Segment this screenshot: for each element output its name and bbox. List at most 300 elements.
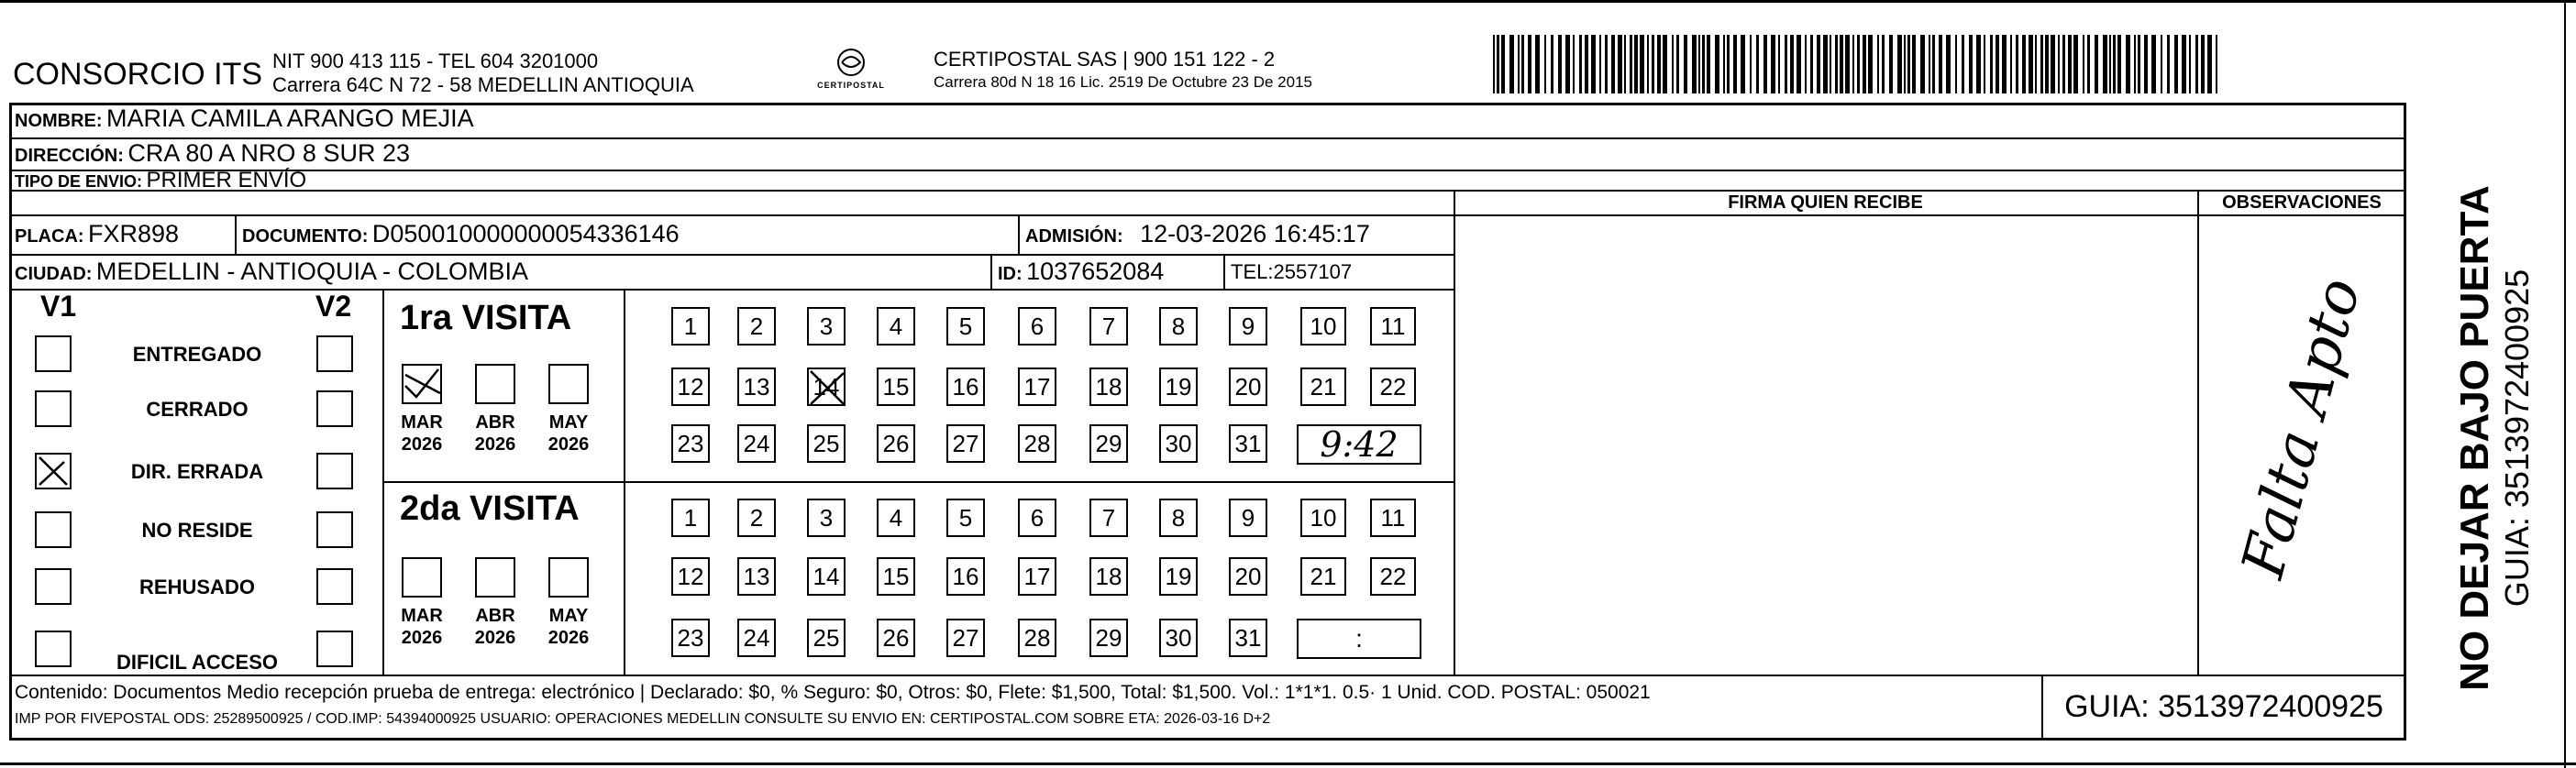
day-number: 26 — [882, 623, 910, 652]
second-visit-label: 2da VISITA — [400, 489, 580, 528]
day-number: 30 — [1165, 623, 1192, 652]
visit2-month-checkbox-1[interactable] — [475, 557, 515, 598]
barcode-bar — [1573, 35, 1575, 93]
v1-checkbox-4[interactable] — [35, 568, 72, 605]
admision-value: 12-03-2026 16:45:17 — [1140, 220, 1370, 247]
day-number: 22 — [1379, 562, 1407, 590]
bottom-border — [0, 763, 2576, 765]
visit2-day-1[interactable] — [671, 499, 710, 537]
barcode-bar — [1984, 35, 1985, 93]
barcode-bar — [1946, 35, 1951, 93]
barcode-bar — [2138, 35, 2140, 93]
visit2-day-4[interactable] — [877, 499, 915, 537]
placa-label: PLACA: — [15, 226, 84, 247]
barcode-bar — [1962, 35, 1964, 93]
barcode-bar — [1544, 35, 1546, 93]
barcode-bar — [1785, 35, 1787, 93]
barcode-bar — [2045, 35, 2049, 93]
day-number: 21 — [1310, 372, 1337, 400]
day-number: 31 — [1234, 623, 1262, 652]
visit1-day-23[interactable] — [671, 424, 710, 463]
barcode-bar — [2095, 35, 2098, 93]
day-number: 3 — [819, 312, 834, 340]
month-name: MAR — [401, 412, 443, 433]
barcode — [1493, 35, 2221, 93]
barcode-bar — [1509, 35, 1514, 93]
day-number: 29 — [1095, 429, 1122, 457]
month-name: MAR — [401, 606, 443, 626]
day-number: 30 — [1165, 429, 1192, 457]
company-line2: Carrera 64C N 72 - 58 MEDELLIN ANTIOQUIA — [272, 73, 694, 96]
visit2-day-24[interactable] — [737, 619, 776, 657]
barcode-bar — [2201, 35, 2205, 93]
visit2-day-20[interactable] — [1229, 557, 1267, 596]
barcode-bar — [2195, 35, 2198, 93]
barcode-bar — [1630, 35, 1632, 93]
visit2-day-9[interactable] — [1229, 499, 1267, 537]
day-number: 24 — [743, 429, 770, 457]
side-guia: GUIA: 3513972400925 — [2498, 269, 2536, 608]
barcode-bar — [2058, 35, 2060, 93]
nombre-label: NOMBRE: — [15, 111, 103, 131]
visit1-day-10[interactable] — [1300, 307, 1346, 346]
admision-row — [1025, 220, 1370, 248]
firma-label: FIRMA QUIEN RECIBE — [1728, 192, 1923, 213]
day-number: 27 — [952, 623, 979, 652]
day-number: 3 — [819, 503, 834, 532]
day-number: 6 — [1030, 503, 1045, 532]
barcode-bar — [2068, 35, 2072, 93]
barcode-bar — [2207, 35, 2212, 93]
month-year: 2026 — [474, 628, 516, 648]
barcode-bar — [1817, 35, 1820, 93]
barcode-bar — [1778, 35, 1780, 93]
barcode-bar — [2182, 35, 2186, 93]
day-number: 24 — [743, 623, 770, 652]
barcode-bar — [2167, 35, 2170, 93]
visit2-day-29[interactable] — [1089, 619, 1128, 657]
admision-label: ADMISIÓN: — [1025, 226, 1123, 247]
visit1-day-6[interactable] — [1018, 307, 1056, 346]
day-number: 5 — [958, 312, 973, 340]
barcode-bar — [1877, 35, 1879, 93]
visit1-day-8[interactable] — [1159, 307, 1198, 346]
day-number: 1 — [683, 312, 698, 340]
row-divider-6 — [9, 289, 1454, 291]
barcode-bar — [1790, 35, 1794, 93]
barcode-bar — [2016, 35, 2018, 93]
visit2-day-6[interactable] — [1018, 499, 1056, 537]
day-number: 17 — [1023, 562, 1051, 590]
visit2-day-31[interactable] — [1229, 619, 1267, 657]
row-divider-5 — [9, 254, 1454, 256]
visit1-day-12[interactable] — [671, 368, 710, 406]
day-number: 5 — [958, 503, 973, 532]
month-name: ABR — [475, 606, 515, 626]
barcode-bar — [1698, 35, 1700, 93]
barcode-bar — [1835, 35, 1838, 93]
month-year: 2026 — [474, 434, 516, 455]
day-number: 11 — [1380, 503, 1406, 532]
barcode-bar — [1920, 35, 1925, 93]
visit2-month-label-0 — [390, 605, 454, 649]
option-label-2: DIR. ERRADA — [130, 460, 264, 483]
barcode-bar — [1727, 35, 1730, 93]
visit2-day-13[interactable] — [737, 557, 776, 596]
visit2-day-16[interactable] — [946, 557, 985, 596]
barcode-bar — [1551, 35, 1553, 93]
barcode-bar — [2109, 35, 2111, 93]
barcode-bar — [1558, 35, 1562, 93]
barcode-bar — [1611, 35, 1615, 93]
day-number: 15 — [882, 372, 910, 400]
ciudad-label: CIUDAD: — [15, 264, 93, 284]
second-visit-time-box[interactable] — [1297, 619, 1421, 659]
barcode-bar — [1493, 35, 1495, 93]
id-divider — [990, 254, 992, 289]
visit2-day-17[interactable] — [1018, 557, 1056, 596]
visit2-day-11[interactable] — [1370, 499, 1416, 537]
day-number: 20 — [1234, 372, 1262, 400]
visit1-day-13[interactable] — [737, 368, 776, 406]
day-number: 13 — [743, 562, 770, 590]
day-number: 6 — [1030, 312, 1045, 340]
firma-left-line — [1454, 190, 1455, 675]
v1-checkbox-1[interactable] — [35, 390, 72, 427]
footer-guia: GUIA: 3513972400925 — [2064, 689, 2383, 724]
barcode-bar — [1750, 35, 1752, 93]
visit1-day-14[interactable] — [807, 368, 846, 406]
options-right-line — [382, 289, 384, 675]
visit1-day-31[interactable] — [1229, 424, 1267, 463]
barcode-bar — [2174, 35, 2178, 93]
day-number: 18 — [1095, 372, 1122, 400]
visit2-day-26[interactable] — [877, 619, 915, 657]
day-number: 16 — [952, 562, 979, 590]
id-row — [998, 258, 1164, 286]
barcode-bar — [1912, 35, 1916, 93]
visit2-day-18[interactable] — [1089, 557, 1128, 596]
visit1-day-26[interactable] — [877, 424, 915, 463]
barcode-bar — [1672, 35, 1674, 93]
id-label: ID: — [998, 264, 1023, 284]
option-label-0: ENTREGADO — [132, 343, 262, 366]
day-number: 31 — [1234, 429, 1262, 457]
documento-row — [242, 220, 680, 248]
barcode-bar — [2113, 35, 2116, 93]
footer-line2: IMP POR FIVEPOSTAL ODS: 25289500925 / COD.IMP: 54394000925 USUARIO: OPERACIONES MEDELLIN CONSULTE SU ENVIO EN: CERTIPOSTAL.COM SOBRE ETA: 2026-03-16 D+2 — [15, 711, 1271, 727]
barcode-bar — [2087, 35, 2090, 93]
day-number: 15 — [882, 562, 910, 590]
barcode-bar — [2062, 35, 2065, 93]
barcode-bar — [1863, 35, 1866, 93]
placa-row — [15, 220, 179, 248]
documento-label: DOCUMENTO: — [242, 226, 369, 247]
barcode-bar — [2029, 35, 2033, 93]
visit1-day-7[interactable] — [1089, 307, 1128, 346]
day-number: 19 — [1165, 562, 1192, 590]
barcode-bar — [1797, 35, 1801, 93]
barcode-bar — [1501, 35, 1505, 93]
tipo-row — [15, 168, 307, 192]
visit1-day-15[interactable] — [877, 368, 915, 406]
barcode-bar — [1857, 35, 1860, 93]
barcode-bar — [2117, 35, 2121, 93]
barcode-bar — [1579, 35, 1582, 93]
barcode-bar — [2151, 35, 2156, 93]
day-number: 18 — [1095, 562, 1122, 590]
visit2-day-25[interactable] — [807, 619, 846, 657]
barcode-bar — [1889, 35, 1893, 93]
top-border — [0, 0, 2576, 3]
visit1-month-label-0 — [390, 411, 454, 455]
visit1-day-4[interactable] — [877, 307, 915, 346]
barcode-bar — [1771, 35, 1775, 93]
visit2-day-27[interactable] — [946, 619, 985, 657]
month-year: 2026 — [401, 628, 443, 648]
barcode-bar — [2073, 35, 2078, 93]
v2-checkbox-3[interactable] — [316, 511, 353, 548]
barcode-bar — [1518, 35, 1520, 93]
day-number: 25 — [813, 623, 840, 652]
barcode-bar — [1763, 35, 1767, 93]
barcode-bar — [1852, 35, 1854, 93]
visit1-day-21[interactable] — [1300, 368, 1346, 406]
visit2-day-22[interactable] — [1370, 557, 1416, 596]
visit2-day-30[interactable] — [1159, 619, 1198, 657]
day-number: 20 — [1234, 562, 1262, 590]
placa-divider — [235, 214, 237, 254]
day-number: 26 — [882, 429, 910, 457]
right-border — [2564, 0, 2566, 768]
visit1-day-25[interactable] — [807, 424, 846, 463]
footer-line1: Contenido: Documentos Medio recepción prueba de entrega: electrónico | Declarado: $0, % Seguro: $0, Otros: $0, Flete: $1,500, Total: $1,500. Vol.: 1*1*1. 0.5· 1 Unid. COD. POSTAL: 050021 — [15, 682, 1651, 703]
month-year: 2026 — [547, 628, 590, 648]
barcode-bar — [1969, 35, 1973, 93]
nombre-row — [15, 104, 474, 133]
barcode-bar — [1647, 35, 1649, 93]
month-name: MAY — [548, 412, 589, 433]
barcode-bar — [1932, 35, 1935, 93]
visit2-day-15[interactable] — [877, 557, 915, 596]
v1-checkbox-3[interactable] — [35, 511, 72, 548]
visit2-month-checkbox-0[interactable] — [402, 557, 442, 598]
barcode-bar — [2083, 35, 2084, 93]
month-year: 2026 — [401, 434, 443, 455]
day-number: 2 — [749, 312, 764, 340]
barcode-bar — [1640, 35, 1644, 93]
barcode-bar — [2144, 35, 2148, 93]
visit1-day-28[interactable] — [1018, 424, 1056, 463]
visit2-day-2[interactable] — [737, 499, 776, 537]
barcode-bar — [1591, 35, 1596, 93]
v2-checkbox-0[interactable] — [316, 335, 353, 372]
placa-value: FXR898 — [88, 220, 180, 247]
second-visit-time: : — [1355, 624, 1363, 653]
visit1-day-5[interactable] — [946, 307, 985, 346]
barcode-bar — [1663, 35, 1667, 93]
row-divider-2 — [9, 170, 2406, 171]
carrier-line2: Carrera 80d N 18 16 Lic. 2519 De Octubre 23 De 2015 — [934, 73, 1312, 91]
barcode-bar — [2040, 35, 2043, 93]
barcode-bar — [1805, 35, 1807, 93]
barcode-bar — [1756, 35, 1759, 93]
barcode-bar — [1939, 35, 1942, 93]
visit2-day-14[interactable] — [807, 557, 846, 596]
barcode-bar — [1810, 35, 1813, 93]
barcode-bar — [2134, 35, 2136, 93]
barcode-bars — [1493, 35, 2221, 93]
visit1-day-22[interactable] — [1370, 368, 1416, 406]
visit1-day-24[interactable] — [737, 424, 776, 463]
day-number: 28 — [1023, 623, 1051, 652]
visit1-day-1[interactable] — [671, 307, 710, 346]
visit1-day-2[interactable] — [737, 307, 776, 346]
month-name: MAY — [548, 606, 589, 626]
barcode-bar — [1605, 35, 1608, 93]
day-number: 25 — [813, 429, 840, 457]
row-divider-4 — [9, 214, 1454, 216]
visit2-day-21[interactable] — [1300, 557, 1346, 596]
barcode-bar — [1657, 35, 1661, 93]
visit2-day-12[interactable] — [671, 557, 710, 596]
visit1-day-16[interactable] — [946, 368, 985, 406]
day-number: 4 — [889, 503, 903, 532]
barcode-bar — [1684, 35, 1687, 93]
barcode-bar — [1741, 35, 1745, 93]
barcode-bar — [1976, 35, 1981, 93]
v1-label: V1 — [40, 290, 77, 323]
v1-checkbox-2[interactable] — [35, 453, 72, 489]
id-value: 1037652084 — [1026, 258, 1165, 285]
visit2-day-10[interactable] — [1300, 499, 1346, 537]
certipostal-logo — [814, 46, 888, 101]
barcode-bar — [1840, 35, 1843, 93]
barcode-bar — [1823, 35, 1828, 93]
visit2-day-3[interactable] — [807, 499, 846, 537]
barcode-bar — [1707, 35, 1710, 93]
first-visit-time: 9:42 — [1320, 424, 1399, 465]
visit1-day-29[interactable] — [1089, 424, 1128, 463]
barcode-bar — [1618, 35, 1622, 93]
visit1-day-27[interactable] — [946, 424, 985, 463]
side-warning: NO DEJAR BAJO PUERTA — [2452, 185, 2497, 691]
day-number: 23 — [677, 623, 704, 652]
v2-checkbox-4[interactable] — [316, 568, 353, 605]
barcode-bar — [1535, 35, 1540, 93]
day-number: 8 — [1171, 312, 1186, 340]
barcode-bar — [1599, 35, 1601, 93]
visit1-day-19[interactable] — [1159, 368, 1198, 406]
visit2-month-checkbox-2[interactable] — [548, 557, 589, 598]
v2-checkbox-2[interactable] — [316, 453, 353, 489]
barcode-bar — [1497, 35, 1499, 93]
direccion-value: CRA 80 A NRO 8 SUR 23 — [127, 139, 410, 167]
visit2-day-28[interactable] — [1018, 619, 1056, 657]
day-number: 12 — [677, 562, 704, 590]
v2-checkbox-1[interactable] — [316, 390, 353, 427]
barcode-bar — [1692, 35, 1697, 93]
barcode-bar — [1565, 35, 1570, 93]
option-label-4: REHUSADO — [139, 576, 255, 598]
day-number: 9 — [1241, 312, 1255, 340]
visit1-day-17[interactable] — [1018, 368, 1056, 406]
visit2-day-8[interactable] — [1159, 499, 1198, 537]
visit2-day-5[interactable] — [946, 499, 985, 537]
v1-checkbox-0[interactable] — [35, 335, 72, 372]
barcode-bar — [1528, 35, 1531, 93]
day-number: 9 — [1241, 503, 1255, 532]
visit2-month-label-1 — [463, 605, 527, 649]
barcode-bar — [1624, 35, 1626, 93]
ciudad-value: MEDELLIN - ANTIOQUIA - COLOMBIA — [95, 258, 528, 285]
visit1-day-20[interactable] — [1229, 368, 1267, 406]
day-number: 10 — [1310, 312, 1337, 340]
barcode-bar — [1907, 35, 1910, 93]
option-label-5: DIFICIL ACCESO — [116, 651, 278, 674]
v1-checkbox-5[interactable] — [35, 631, 72, 667]
option-label-3: NO RESIDE — [141, 519, 253, 542]
visit1-day-9[interactable] — [1229, 307, 1267, 346]
visit2-day-19[interactable] — [1159, 557, 1198, 596]
logo-text: CERTIPOSTAL — [817, 81, 885, 90]
visit1-day-3[interactable] — [807, 307, 846, 346]
row-divider-7 — [9, 675, 2406, 676]
day-number: 21 — [1310, 562, 1337, 590]
day-number: 13 — [743, 372, 770, 400]
visit2-day-23[interactable] — [671, 619, 710, 657]
first-visit-time-box[interactable] — [1297, 424, 1421, 465]
barcode-bar — [2022, 35, 2026, 93]
day-number: 7 — [1101, 503, 1116, 532]
visit1-day-11[interactable] — [1370, 307, 1416, 346]
barcode-bar — [2002, 35, 2007, 93]
visit2-day-7[interactable] — [1089, 499, 1128, 537]
barcode-bar — [1702, 35, 1705, 93]
v2-checkbox-5[interactable] — [316, 631, 353, 667]
day-number: 10 — [1310, 503, 1337, 532]
day-number: 14 — [813, 372, 840, 400]
tipo-label: TIPO DE ENVIO: — [15, 172, 143, 191]
barcode-bar — [1845, 35, 1850, 93]
visit1-day-30[interactable] — [1159, 424, 1198, 463]
day-number: 14 — [813, 562, 840, 590]
barcode-bar — [2035, 35, 2037, 93]
barcode-bar — [2126, 35, 2130, 93]
company-line1: NIT 900 413 115 - TEL 604 3201000 — [272, 49, 599, 72]
visit1-month-checkbox-0[interactable] — [402, 364, 442, 404]
barcode-bar — [1676, 35, 1679, 93]
day-number: 17 — [1023, 372, 1051, 400]
barcode-bar — [1996, 35, 1999, 93]
visit1-month-checkbox-1[interactable] — [475, 364, 515, 404]
visit1-day-18[interactable] — [1089, 368, 1128, 406]
direccion-row — [15, 139, 410, 168]
visit1-month-checkbox-2[interactable] — [548, 364, 589, 404]
day-number: 16 — [952, 372, 979, 400]
day-number: 12 — [677, 372, 704, 400]
admision-divider — [1018, 214, 1020, 254]
row-divider-3 — [9, 190, 2406, 192]
tel-label: TEL: — [1231, 260, 1274, 283]
tipo-value: PRIMER ENVÍO — [146, 168, 307, 192]
carrier-line1: CERTIPOSTAL SAS | 900 151 122 - 2 — [934, 48, 1276, 71]
barcode-bar — [2051, 35, 2055, 93]
company-name: CONSORCIO ITS — [13, 57, 263, 92]
option-label-1: CERRADO — [146, 398, 249, 421]
barcode-bar — [1897, 35, 1902, 93]
barcode-bar — [1652, 35, 1654, 93]
